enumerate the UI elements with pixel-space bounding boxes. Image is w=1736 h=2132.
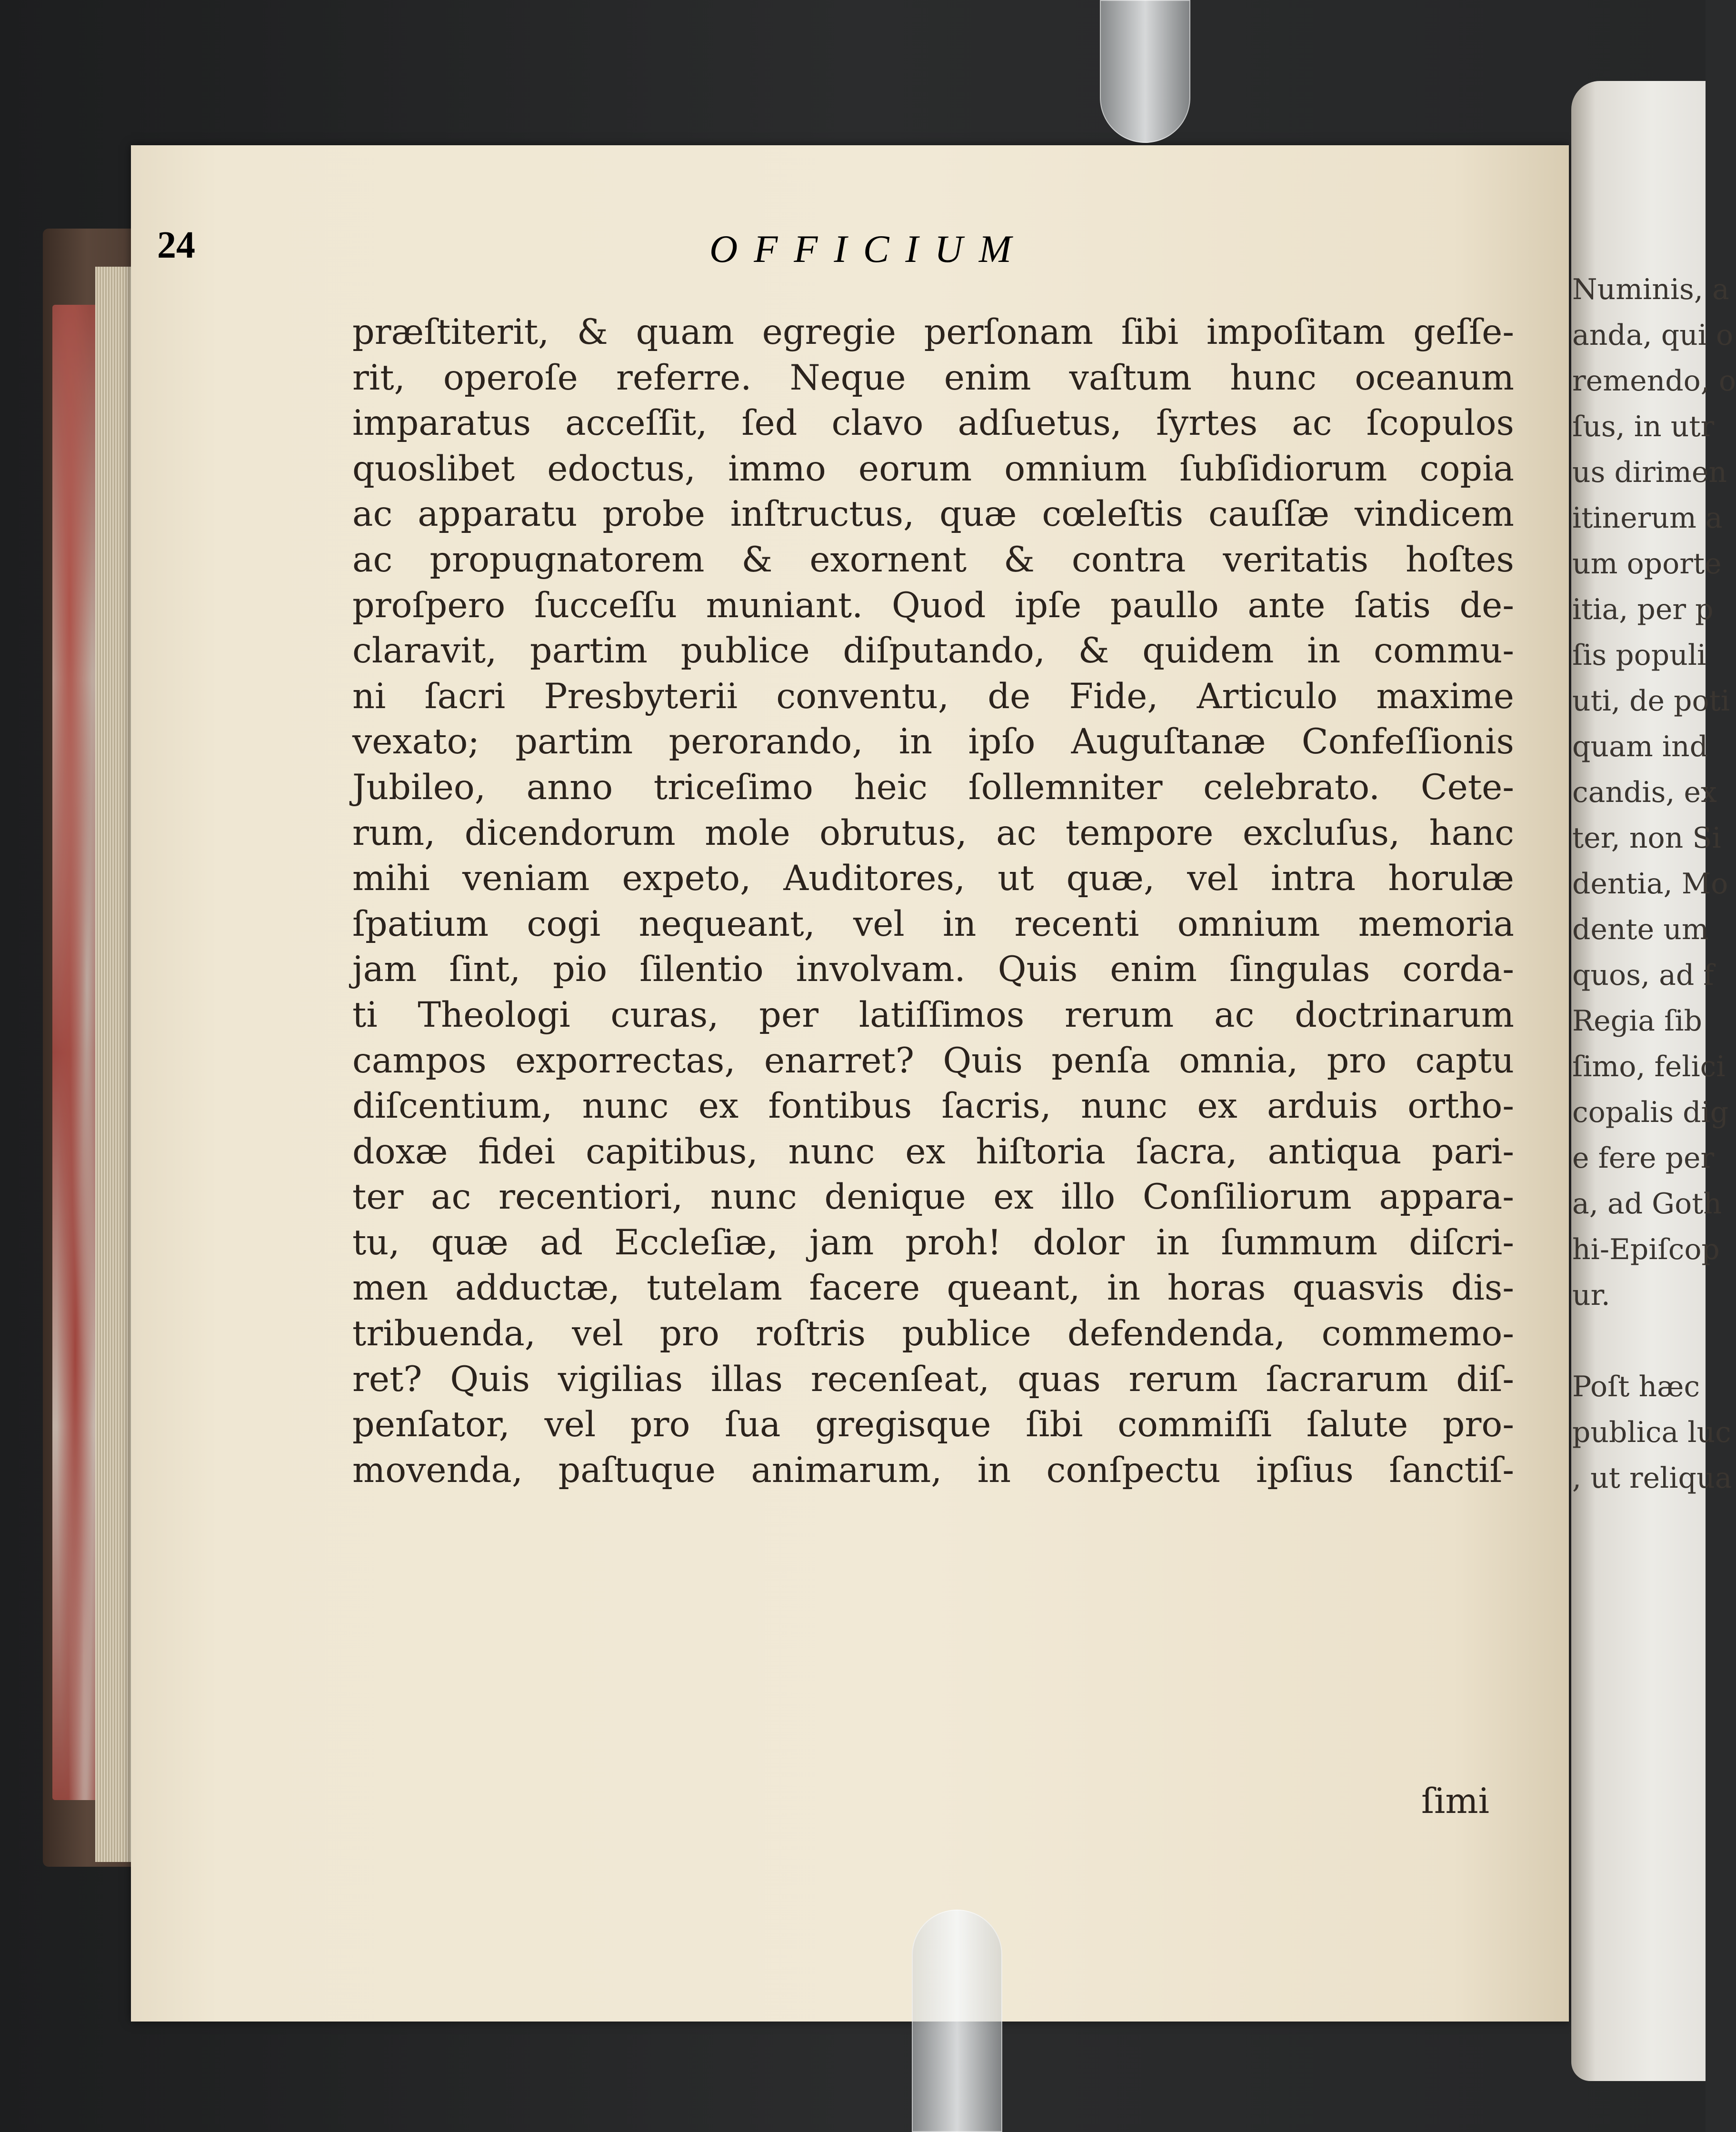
right-page-line: um oporte: [1572, 547, 1722, 581]
right-page-line: ur.: [1572, 1279, 1610, 1312]
text-line: movenda, paſtuque animarum, in conſpectu ipſius ſanctiſ-: [352, 1450, 1514, 1491]
text-line: quoslibet edoctus, immo eorum omnium ſubſidiorum copia: [352, 448, 1514, 489]
text-line: rit, operoſe referre. Neque enim vaſtum hunc oceanum: [352, 357, 1514, 398]
text-line: tribuenda, vel pro roſtris publice defendenda, commemo-: [352, 1313, 1514, 1354]
right-page-line: hi-Epiſcop: [1572, 1233, 1720, 1266]
right-page-line: anda, qui o: [1572, 319, 1734, 352]
text-line: ac propugnatorem & exornent & contra veritatis hoſtes: [352, 539, 1514, 580]
right-page-line: [1566, 1318, 1706, 1364]
text-line: diſcentium, nunc ex fontibus ſacris, nunc ex arduis ortho-: [352, 1086, 1514, 1127]
text-line: claravit, partim publice diſputando, & quidem in commu-: [352, 631, 1514, 671]
text-line: jam ſint, pio ſilentio involvam. Quis enim ſingulas corda-: [352, 949, 1514, 990]
right-page-line: Regia ſib: [1572, 1004, 1702, 1038]
right-page-line: candis, ex: [1572, 776, 1717, 809]
right-page-line: uti, de poti: [1572, 684, 1730, 718]
text-line: proſpero ſucceſſu muniant. Quod ipſe paullo ante ſatis de-: [352, 585, 1514, 626]
right-page-line: ſimo, felici: [1572, 1050, 1726, 1083]
text-line: ſpatium cogi nequeant, vel in recenti omnium memoria: [352, 903, 1514, 944]
text-line: imparatus acceſſit, ſed clavo adſuetus, ſyrtes ac ſcopulos: [352, 403, 1514, 444]
text-line: vexato; partim perorando, in ipſo Auguſtanæ Confeſſionis: [352, 721, 1514, 762]
page-number: 24: [157, 224, 195, 266]
right-page-line: a, ad Goth: [1572, 1187, 1722, 1221]
text-line: ti Theologi curas, per latiſſimos rerum ac doctrinarum: [352, 994, 1514, 1035]
text-line: penſator, vel pro ſua gregisque ſibi commiſſi ſalute pro-: [352, 1404, 1514, 1445]
text-line: men adductæ, tutelam facere queant, in horas quasvis dis-: [352, 1268, 1514, 1309]
right-page-line: dentia, Mo: [1572, 867, 1728, 901]
catchword: ſimi: [1421, 1781, 1489, 1822]
text-line: ac apparatu probe inſtructus, quæ cœleſtis cauſſæ vindicem: [352, 494, 1514, 535]
right-page-line: quos, ad f: [1572, 959, 1714, 992]
right-page-line: , ut reliqua: [1572, 1461, 1732, 1495]
right-page-line: dente um: [1572, 913, 1709, 946]
right-page-line: Numinis, a: [1572, 273, 1729, 306]
text-line: præſtiterit, & quam egregie perſonam ſibi impoſitam geſſe-: [352, 312, 1514, 352]
right-page-line: ſis populi: [1572, 639, 1706, 672]
text-line: doxæ fidei capitibus, nunc ex hiſtoria ſacra, antiqua pari-: [352, 1131, 1514, 1172]
text-line: ter ac recentiori, nunc denique ex illo Conſiliorum appara-: [352, 1177, 1514, 1218]
right-page-line: e fere per: [1572, 1141, 1715, 1175]
right-page-line: copalis dig: [1572, 1096, 1729, 1129]
right-page-line: ter, non Si: [1572, 821, 1721, 855]
right-page-line: us dirimen: [1572, 456, 1727, 489]
right-page-line: publica luc: [1572, 1416, 1731, 1449]
page-holder-clip-top: [1100, 0, 1190, 143]
text-line: campos exporrectas, enarret? Quis penſa omnia, pro captu: [352, 1040, 1514, 1081]
right-page-line: remendo, o: [1572, 364, 1736, 398]
text-line: ret? Quis vigilias illas recenſeat, quas rerum ſacrarum diſ-: [352, 1359, 1514, 1400]
text-line: rum, dicendorum mole obrutus, ac tempore excluſus, hanc: [352, 812, 1514, 853]
right-page-text: [1566, 267, 1736, 1501]
text-line: ni ſacri Presbyterii conventu, de Fide, Articulo maxime: [352, 676, 1514, 717]
body-text: [352, 310, 1514, 1493]
text-line: Jubileo, anno triceſimo heic ſollemniter celebrato. Cete-: [352, 767, 1514, 808]
text-line: mihi veniam expeto, Auditores, ut quæ, vel intra horulæ: [352, 858, 1514, 899]
running-head: OFFICIUM: [709, 227, 1028, 270]
right-page-line: ſus, in utr: [1572, 410, 1715, 443]
right-page-line: Poſt hæc: [1572, 1370, 1700, 1403]
right-page-line: quam ind: [1572, 730, 1708, 763]
right-page-line: itinerum a: [1572, 501, 1723, 535]
right-page-line: itia, per p: [1572, 593, 1714, 626]
text-line: tu, quæ ad Eccleſiæ, jam proh! dolor in ſummum diſcri-: [352, 1222, 1514, 1263]
page-holder-clip-bottom: [912, 1910, 1002, 2132]
